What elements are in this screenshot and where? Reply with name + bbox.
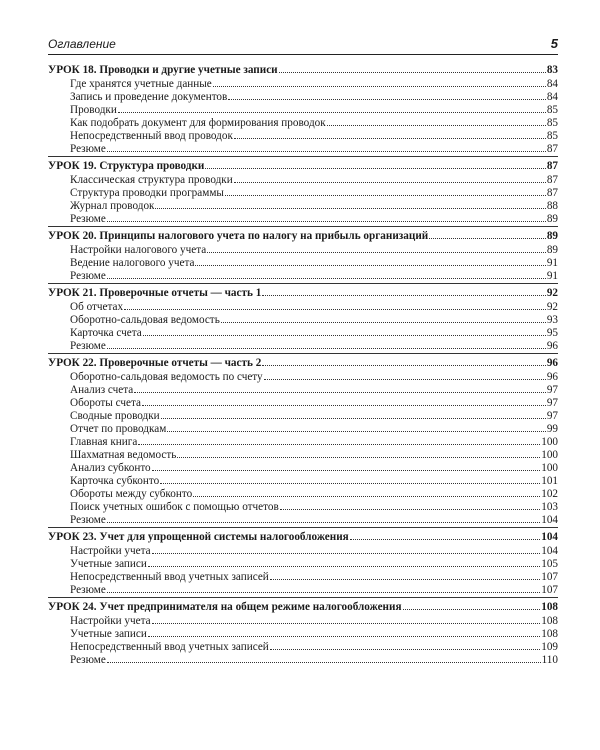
toc-entry[interactable] [48, 186, 558, 199]
toc-entry-title: Сводные проводки [70, 410, 160, 422]
toc-entry-title: Настройки налогового учета [70, 244, 207, 256]
toc-entry-page: 104 [541, 545, 558, 557]
toc-entry-page: 87 [546, 174, 558, 186]
dot-leader [177, 448, 540, 458]
toc-lesson-heading[interactable] [48, 600, 558, 613]
dot-leader [134, 383, 546, 393]
toc-entry-title: Оборотно-сальдовая ведомость [70, 314, 220, 326]
toc-entry-title: Настройки учета [70, 545, 151, 557]
toc-lesson-heading-page: 96 [546, 357, 558, 369]
toc-entry-title: Анализ счета [70, 384, 134, 396]
toc-entry[interactable] [48, 435, 558, 448]
toc-entry[interactable] [48, 513, 558, 526]
toc-lesson-heading-page: 89 [546, 230, 558, 242]
toc-entry[interactable] [48, 614, 558, 627]
toc-entry-page: 88 [546, 200, 558, 212]
toc-lesson-block [48, 157, 558, 227]
toc-entry-page: 85 [546, 130, 558, 142]
toc-entry[interactable] [48, 173, 558, 186]
toc-entry[interactable] [48, 103, 558, 116]
toc-entry-page: 97 [546, 397, 558, 409]
toc-lesson-block [48, 61, 558, 157]
toc-entry-page: 109 [541, 641, 558, 653]
toc-entry[interactable] [48, 243, 558, 256]
dot-leader [270, 640, 540, 650]
dot-leader [193, 487, 540, 497]
dot-leader [264, 370, 546, 380]
dot-leader [350, 530, 541, 540]
toc-entry-page: 105 [541, 558, 558, 570]
toc-entry[interactable] [48, 300, 558, 313]
dot-leader [213, 77, 546, 87]
toc-entry[interactable] [48, 370, 558, 383]
toc-entry-page: 99 [546, 423, 558, 435]
toc-entry-page: 89 [546, 213, 558, 225]
toc-entry[interactable] [48, 487, 558, 500]
toc-entry[interactable] [48, 199, 558, 212]
dot-leader [327, 116, 546, 126]
toc-entry-page: 84 [546, 91, 558, 103]
toc-entry-page: 100 [541, 462, 558, 474]
toc-entry-page: 85 [546, 117, 558, 129]
toc-lesson-heading[interactable] [48, 356, 558, 369]
toc-entry[interactable] [48, 544, 558, 557]
toc-entry-title: Обороты между субконто [70, 488, 193, 500]
dot-leader [280, 500, 540, 510]
toc-entry[interactable] [48, 583, 558, 596]
toc-entry-page: 100 [541, 436, 558, 448]
toc-entry[interactable] [48, 326, 558, 339]
toc-entry-title: Учетные записи [70, 628, 147, 640]
toc-entry[interactable] [48, 557, 558, 570]
toc-entry-title: Карточка счета [70, 327, 142, 339]
toc-entry-page: 97 [546, 384, 558, 396]
dot-leader [221, 313, 546, 323]
toc-entry-title: Журнал проводок [70, 200, 155, 212]
toc-lesson-heading[interactable] [48, 229, 558, 242]
dot-leader [152, 544, 541, 554]
toc-entry-title: Классическая структура проводки [70, 174, 233, 186]
toc-entry[interactable] [48, 142, 558, 155]
dot-leader [205, 159, 545, 169]
dot-leader [403, 600, 541, 610]
toc-entry-page: 92 [546, 301, 558, 313]
dot-leader [143, 326, 546, 336]
toc-entry-title: Резюме [70, 213, 106, 225]
toc-lesson-heading-page: 87 [546, 160, 558, 172]
toc-lesson-block [48, 528, 558, 598]
toc-entry[interactable] [48, 422, 558, 435]
dot-leader [107, 339, 546, 349]
toc-lesson-heading-title: УРОК 24. Учет предпринимателя на общем режиме налогообложения [48, 601, 402, 613]
dot-leader [138, 435, 540, 445]
toc-lesson-heading[interactable] [48, 286, 558, 299]
toc-lesson-heading-page: 108 [541, 601, 558, 613]
toc-lesson-heading-page: 104 [541, 531, 558, 543]
toc-entry-title: Резюме [70, 270, 106, 282]
toc-entry-page: 103 [541, 501, 558, 513]
toc-entry-title: Непосредственный ввод учетных записей [70, 571, 269, 583]
toc-entry-title: Шахматная ведомость [70, 449, 177, 461]
toc-entry-page: 102 [541, 488, 558, 500]
toc-entry-page: 96 [546, 371, 558, 383]
toc-lesson-heading-page: 92 [546, 287, 558, 299]
toc-entry-page: 93 [546, 314, 558, 326]
toc-lesson-heading-title: УРОК 18. Проводки и другие учетные записи [48, 64, 278, 76]
toc-entry-page: 97 [546, 410, 558, 422]
toc-entry-page: 100 [541, 449, 558, 461]
dot-leader [262, 356, 546, 366]
dot-leader [124, 300, 546, 310]
toc-lesson-heading[interactable] [48, 530, 558, 543]
dot-leader [148, 557, 540, 567]
toc-entry[interactable] [48, 500, 558, 513]
toc-entry-page: 104 [541, 514, 558, 526]
toc-entry-page: 107 [541, 584, 558, 596]
toc-entry-title: Отчет по проводкам [70, 423, 167, 435]
dot-leader [161, 409, 546, 419]
toc-entry-page: 108 [541, 628, 558, 640]
dot-leader [155, 199, 545, 209]
toc-entry-title: Непосредственный ввод проводок [70, 130, 233, 142]
toc-lesson-heading-title: УРОК 23. Учет для упрощенной системы налогообложения [48, 531, 349, 543]
dot-leader [152, 614, 541, 624]
toc-entry[interactable] [48, 90, 558, 103]
toc-lesson-heading-title: УРОК 20. Принципы налогового учета по налогу на прибыль организаций [48, 230, 429, 242]
dot-leader [107, 142, 546, 152]
page-number: 5 [550, 36, 558, 51]
toc-entry-title: Оборотно-сальдовая ведомость по счету [70, 371, 263, 383]
toc-entry-title: Поиск учетных ошибок с помощью отчетов [70, 501, 279, 513]
running-header-title: Оглавление [48, 37, 116, 51]
toc-lesson-heading-title: УРОК 19. Структура проводки [48, 160, 205, 172]
toc-lesson-heading[interactable] [48, 159, 558, 172]
toc-lesson-heading-title: УРОК 21. Проверочные отчеты — часть 1 [48, 287, 262, 299]
toc-entry-title: Структура проводки программы [70, 187, 224, 199]
toc-entry-title: Резюме [70, 584, 106, 596]
dot-leader [262, 286, 546, 296]
dot-leader [228, 90, 546, 100]
toc-entry[interactable] [48, 212, 558, 225]
toc-lesson-block [48, 284, 558, 354]
toc-entry[interactable] [48, 383, 558, 396]
toc-entry[interactable] [48, 627, 558, 640]
toc-lesson-block [48, 598, 558, 667]
toc-entry[interactable] [48, 396, 558, 409]
dot-leader [207, 243, 546, 253]
table-of-contents [48, 61, 558, 667]
toc-lesson-heading-title: УРОК 22. Проверочные отчеты — часть 2 [48, 357, 262, 369]
toc-entry-title: Ведение налогового учета [70, 257, 195, 269]
toc-entry-page: 89 [546, 244, 558, 256]
toc-entry[interactable] [48, 461, 558, 474]
toc-entry-page: 110 [541, 654, 558, 666]
toc-entry-title: Где хранятся учетные данные [70, 78, 212, 90]
dot-leader [195, 256, 545, 266]
toc-entry[interactable] [48, 474, 558, 487]
toc-lesson-block [48, 227, 558, 284]
toc-entry-title: Резюме [70, 340, 106, 352]
dot-leader [167, 422, 546, 432]
running-header [48, 36, 558, 55]
dot-leader [225, 186, 546, 196]
toc-entry[interactable] [48, 269, 558, 282]
toc-entry-title: Анализ субконто [70, 462, 151, 474]
toc-entry-page: 84 [546, 78, 558, 90]
toc-entry-page: 87 [546, 187, 558, 199]
dot-leader [429, 229, 546, 239]
toc-entry-page: 101 [541, 475, 558, 487]
dot-leader [107, 583, 540, 593]
toc-entry[interactable] [48, 640, 558, 653]
toc-entry-title: Проводки [70, 104, 117, 116]
toc-entry-title: Запись и проведение документов [70, 91, 228, 103]
dot-leader [107, 212, 546, 222]
dot-leader [107, 513, 540, 523]
toc-entry-page: 96 [546, 340, 558, 352]
dot-leader [118, 103, 546, 113]
toc-entry[interactable] [48, 448, 558, 461]
dot-leader [234, 129, 546, 139]
toc-entry[interactable] [48, 256, 558, 269]
toc-entry[interactable] [48, 570, 558, 583]
toc-entry[interactable] [48, 409, 558, 422]
dot-leader [142, 396, 546, 406]
toc-entry-title: Резюме [70, 143, 106, 155]
dot-leader [279, 63, 546, 73]
toc-entry-page: 91 [546, 270, 558, 282]
toc-entry-page: 95 [546, 327, 558, 339]
toc-entry-title: Обороты счета [70, 397, 141, 409]
toc-lesson-heading[interactable] [48, 63, 558, 76]
dot-leader [107, 269, 546, 279]
toc-entry[interactable] [48, 116, 558, 129]
toc-entry[interactable] [48, 129, 558, 142]
toc-entry-page: 108 [541, 615, 558, 627]
dot-leader [107, 653, 541, 663]
toc-entry-title: Настройки учета [70, 615, 151, 627]
toc-entry[interactable] [48, 77, 558, 90]
toc-entry[interactable] [48, 653, 558, 666]
toc-entry-page: 87 [546, 143, 558, 155]
toc-entry-title: Об отчетах [70, 301, 124, 313]
toc-entry-page: 107 [541, 571, 558, 583]
toc-entry-title: Карточка субконто [70, 475, 160, 487]
dot-leader [270, 570, 540, 580]
toc-entry-title: Главная книга [70, 436, 138, 448]
toc-entry[interactable] [48, 339, 558, 352]
toc-entry-title: Как подобрать документ для формирования проводок [70, 117, 326, 129]
toc-lesson-block [48, 354, 558, 528]
toc-entry-title: Учетные записи [70, 558, 147, 570]
toc-entry-title: Непосредственный ввод учетных записей [70, 641, 269, 653]
dot-leader [234, 173, 546, 183]
toc-entry-title: Резюме [70, 514, 106, 526]
dot-leader [160, 474, 540, 484]
dot-leader [152, 461, 541, 471]
toc-entry[interactable] [48, 313, 558, 326]
toc-entry-title: Резюме [70, 654, 106, 666]
toc-entry-page: 85 [546, 104, 558, 116]
toc-lesson-heading-page: 83 [546, 64, 558, 76]
dot-leader [148, 627, 540, 637]
toc-entry-page: 91 [546, 257, 558, 269]
